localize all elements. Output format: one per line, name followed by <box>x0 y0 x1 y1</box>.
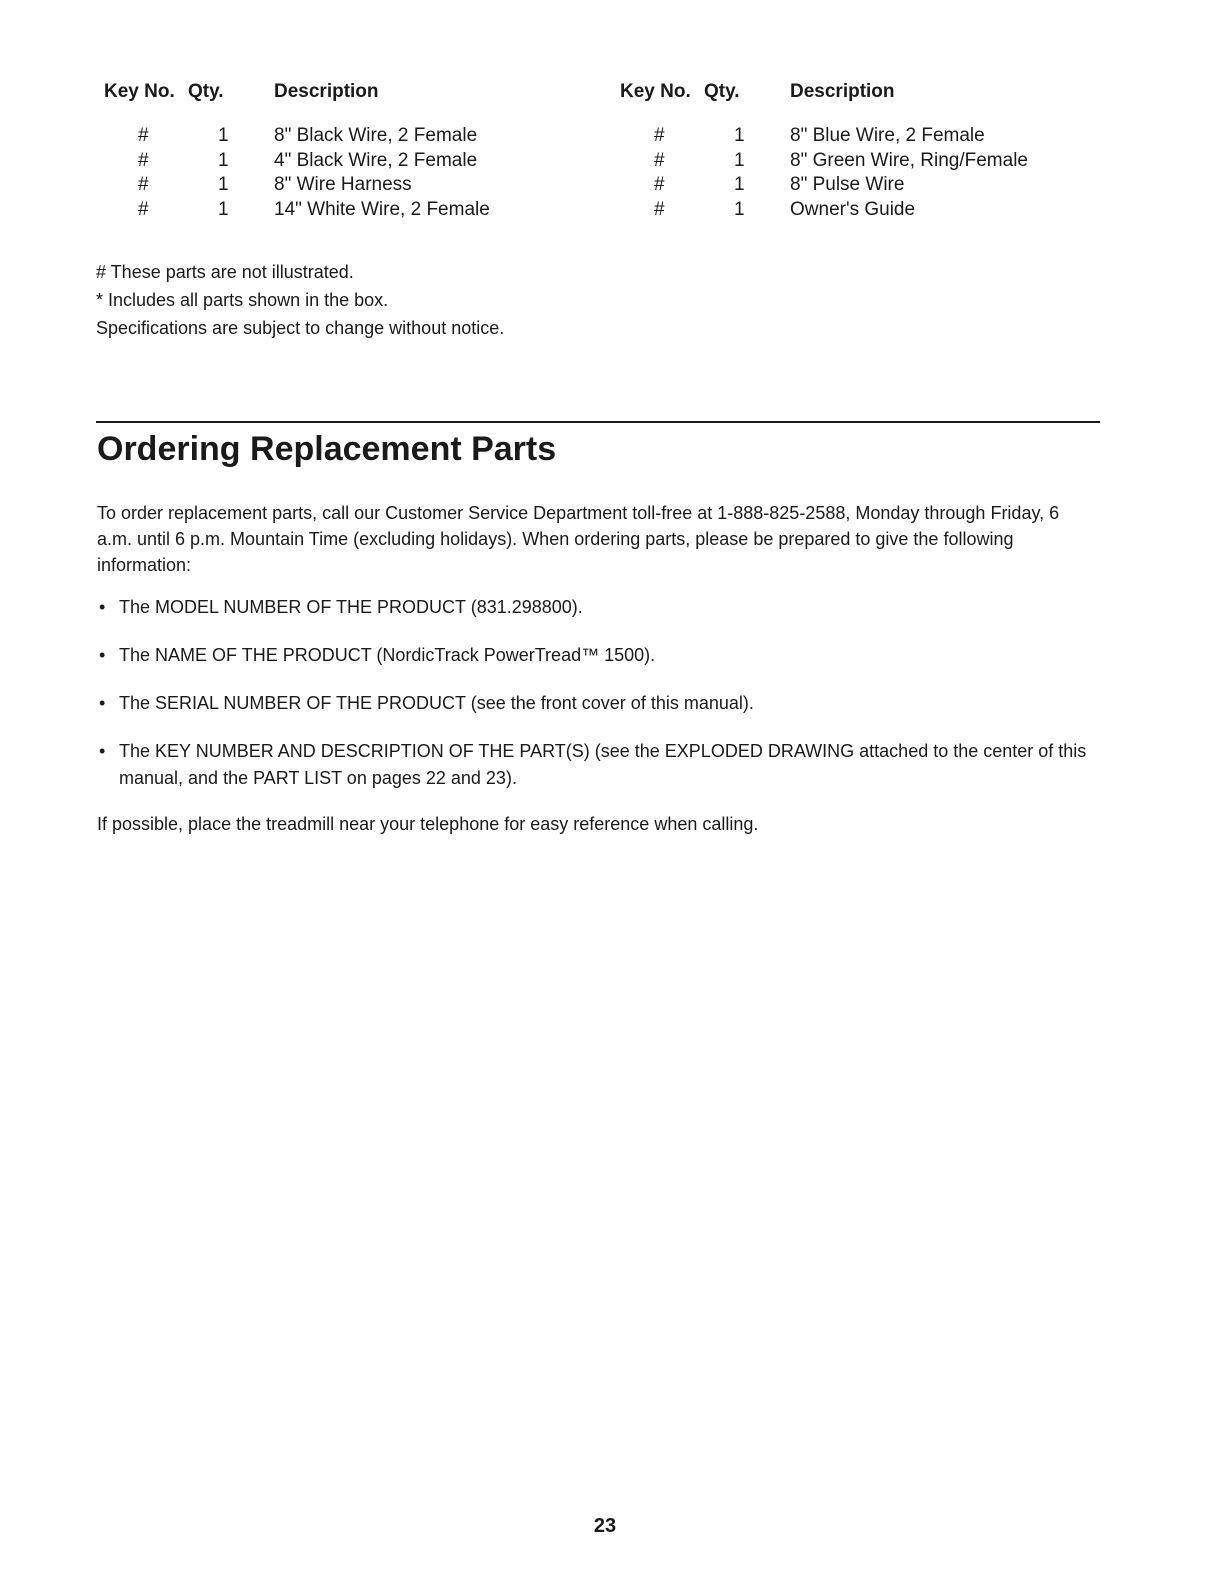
row-qty: 1 <box>218 125 229 147</box>
bullet-text: The NAME OF THE PRODUCT (NordicTrack PowerTread™ 1500). <box>119 645 656 665</box>
row-qty: 1 <box>734 149 745 171</box>
row-qty: 1 <box>218 198 229 220</box>
bullet-icon: • <box>99 741 106 761</box>
info-bullet-list <box>97 594 1097 813</box>
list-item <box>97 738 1097 792</box>
row-key: # <box>138 174 149 196</box>
parts-table-header <box>104 74 664 110</box>
table-row <box>620 173 1180 198</box>
header-description: Description <box>790 81 895 102</box>
bullet-text: The MODEL NUMBER OF THE PRODUCT (831.298800). <box>119 597 583 617</box>
section-title: Ordering Replacement Parts <box>97 430 557 468</box>
parts-rows <box>620 124 1180 222</box>
page-number: 23 <box>593 1515 617 1537</box>
parts-table-right <box>620 74 1180 222</box>
note-not-illustrated: # These parts are not illustrated. <box>96 262 354 282</box>
header-description: Description <box>274 81 379 102</box>
row-key: # <box>138 198 149 220</box>
list-item <box>97 690 1097 717</box>
intro-paragraph: To order replacement parts, call our Customer Service Department toll-free at 1-888-825-2588, Monday through Friday, 6 a.m. until 6 p.m. Mountain Time (excluding holidays). When ordering parts, please be prepared to give the following information: <box>97 503 1060 575</box>
list-item <box>97 642 1097 669</box>
note-specifications: Specifications are subject to change without notice. <box>96 318 505 338</box>
header-qty: Qty. <box>704 81 740 102</box>
row-description: 8" Green Wire, Ring/Female <box>790 149 1028 171</box>
bullet-text: The SERIAL NUMBER OF THE PRODUCT (see the front cover of this manual). <box>119 693 754 713</box>
note-includes-box: * Includes all parts shown in the box. <box>96 290 389 310</box>
closing-paragraph: If possible, place the treadmill near your telephone for easy reference when calling. <box>97 814 759 834</box>
bullet-icon: • <box>99 693 106 713</box>
header-key-no: Key No. <box>620 81 691 102</box>
table-row <box>620 198 1180 223</box>
parts-rows <box>104 124 664 222</box>
row-qty: 1 <box>734 174 745 196</box>
table-row <box>104 149 664 174</box>
row-description: 14" White Wire, 2 Female <box>274 198 490 220</box>
header-key-no: Key No. <box>104 81 175 102</box>
bullet-icon: • <box>99 645 106 665</box>
row-description: Owner's Guide <box>790 198 916 220</box>
table-row <box>104 124 664 149</box>
parts-table-left <box>104 74 664 222</box>
row-qty: 1 <box>218 149 229 171</box>
bullet-icon: • <box>99 597 106 617</box>
bullet-text: The KEY NUMBER AND DESCRIPTION OF THE PART(S) (see the EXPLODED DRAWING attached to the center of this manual, and the PART LIST on pages 22 and 23). <box>119 741 1087 788</box>
row-key: # <box>654 149 665 171</box>
row-qty: 1 <box>734 125 745 147</box>
row-description: 8" Pulse Wire <box>790 174 905 196</box>
row-description: 4" Black Wire, 2 Female <box>274 149 478 171</box>
row-key: # <box>654 198 665 220</box>
row-key: # <box>138 149 149 171</box>
row-key: # <box>138 125 149 147</box>
parts-notes <box>96 258 504 342</box>
row-qty: 1 <box>734 198 745 220</box>
header-qty: Qty. <box>188 81 224 102</box>
row-description: 8" Wire Harness <box>274 174 412 196</box>
table-row <box>620 124 1180 149</box>
parts-table-header <box>620 74 1180 110</box>
list-item <box>97 594 1097 621</box>
row-description: 8" Blue Wire, 2 Female <box>790 125 985 147</box>
table-row <box>620 149 1180 174</box>
row-key: # <box>654 125 665 147</box>
section-divider <box>96 421 1100 423</box>
row-qty: 1 <box>218 174 229 196</box>
table-row <box>104 198 664 223</box>
row-key: # <box>654 174 665 196</box>
row-description: 8" Black Wire, 2 Female <box>274 125 478 147</box>
table-row <box>104 173 664 198</box>
